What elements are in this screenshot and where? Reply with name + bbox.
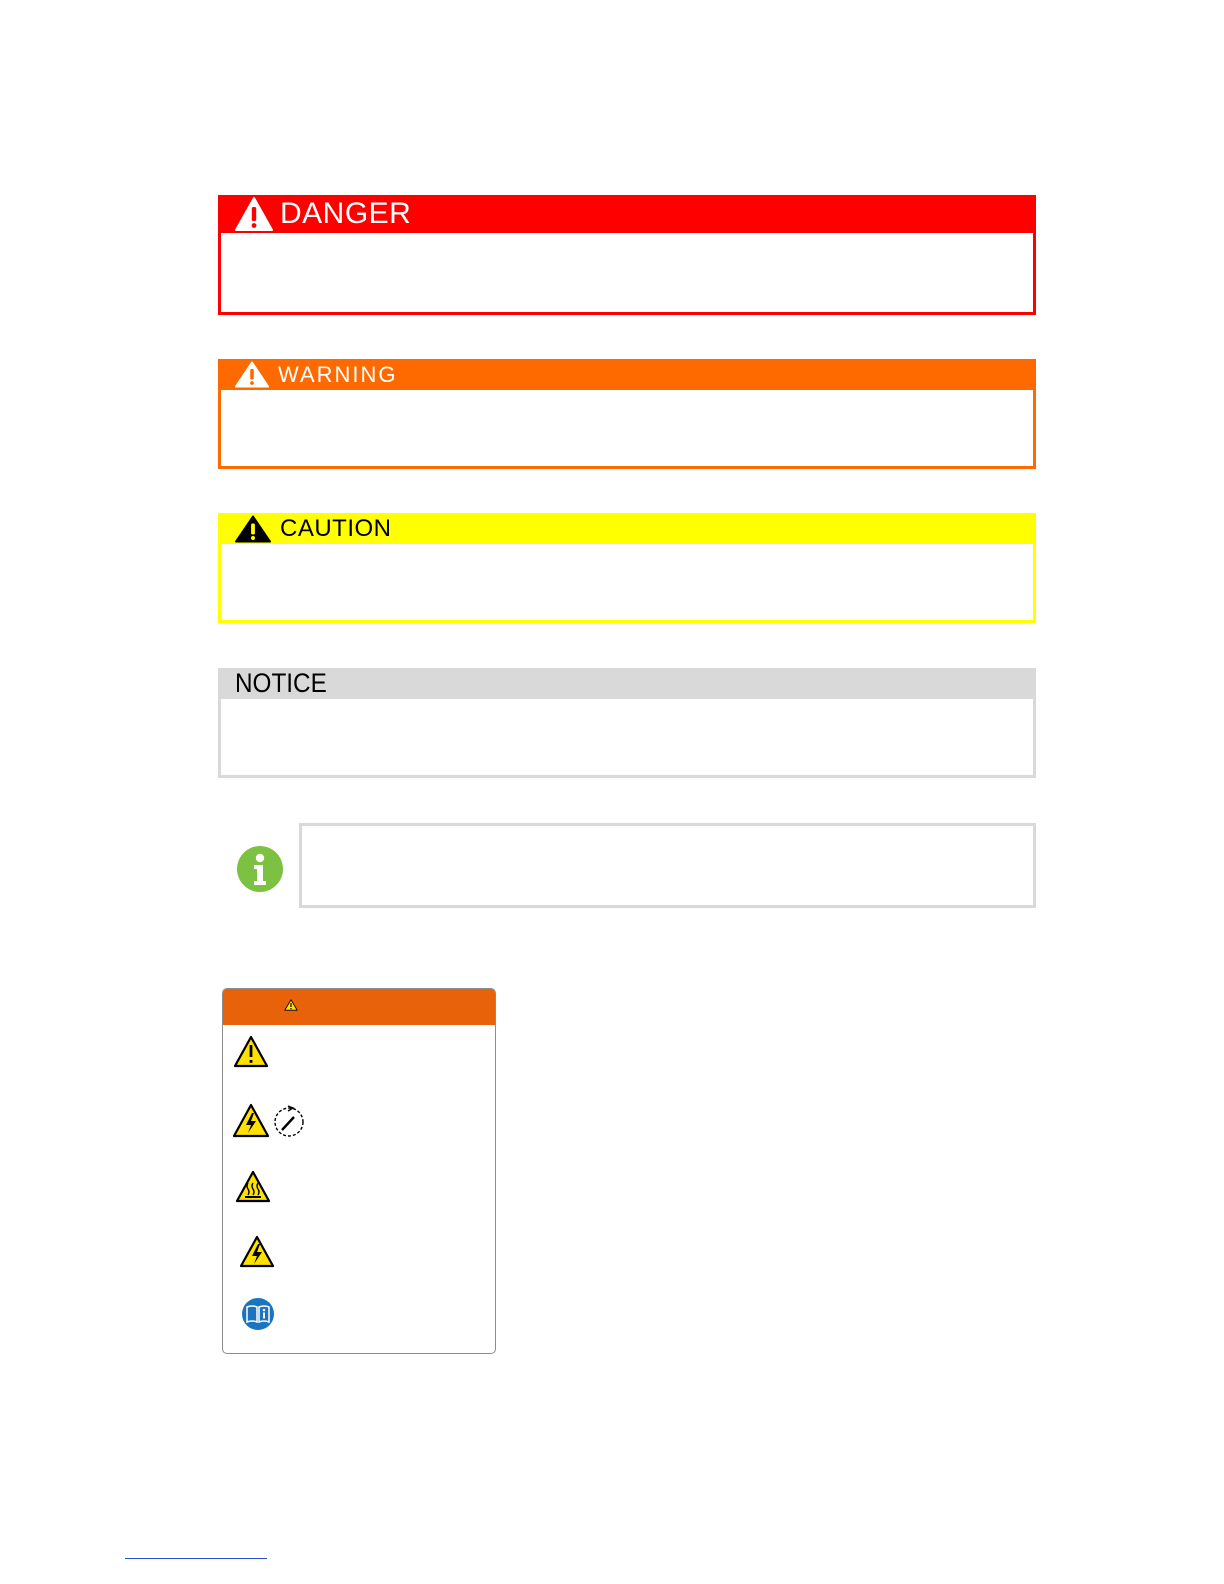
warning-header <box>218 359 1036 390</box>
notice-label: NOTICE <box>235 668 327 698</box>
exclamation-triangle-icon <box>234 515 272 543</box>
notice-box <box>218 668 1036 778</box>
danger-label: DANGER <box>280 197 412 230</box>
warning-box <box>218 359 1036 469</box>
caution-label: CAUTION <box>280 514 392 542</box>
general-warning-icon <box>233 1035 269 1068</box>
safety-label-card <box>222 988 496 1354</box>
info-circle-icon <box>236 845 284 893</box>
exclamation-triangle-icon <box>234 196 274 232</box>
note-box <box>299 823 1036 908</box>
small-warning-triangle-icon <box>284 999 298 1011</box>
notice-header <box>218 668 1036 699</box>
warning-label: WARNING <box>278 361 398 387</box>
label-card-header <box>223 989 495 1025</box>
high-voltage-icon <box>239 1235 275 1268</box>
caution-header <box>218 513 1036 544</box>
danger-box <box>218 195 1036 315</box>
footer-link-underline <box>125 1558 267 1559</box>
hot-surface-icon <box>235 1170 271 1203</box>
electric-shock-delay-icon <box>233 1103 307 1139</box>
caution-box <box>218 513 1036 623</box>
read-manual-icon <box>241 1297 275 1331</box>
exclamation-triangle-icon <box>234 361 270 388</box>
danger-header <box>218 195 1036 233</box>
